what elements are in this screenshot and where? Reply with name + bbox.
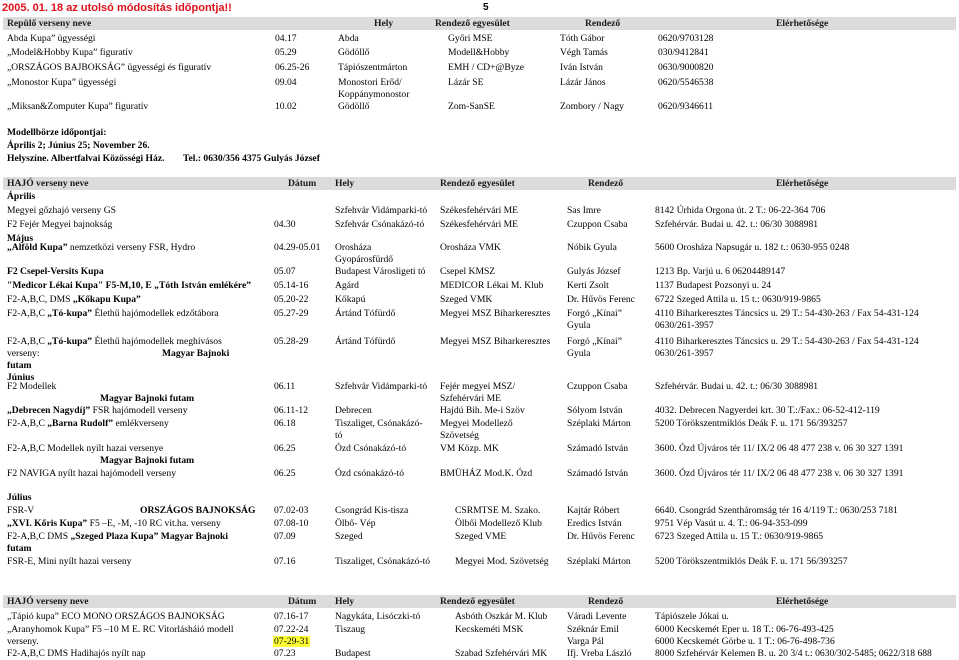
cell: F5 –E, -M, -10 RC vit.ha. verseny [87, 518, 221, 529]
cell: Forgó „Kínai” [567, 308, 622, 319]
highlighted-date: 07-29-31 [274, 636, 310, 647]
col-place: Hely [335, 178, 355, 189]
col-name: HAJÓ verseny neve [7, 178, 89, 189]
cell: Megyei Modellező [440, 418, 513, 429]
cell: nemzetközi verseny FSR, Hydro [67, 242, 196, 253]
cell: Budapest Városligeti tó [335, 266, 426, 277]
cell: Forgó „Kínai” [567, 336, 622, 347]
cell: „Monostor Kupa” ügyességi [7, 77, 117, 88]
cell: Tiszaliget, Csónakázó- [335, 418, 423, 429]
cell: Szfehérvár. Budai u. 42. t.: 06/30 3088981 [655, 381, 819, 392]
cell: „Debrecen Nagydíj” [7, 405, 91, 416]
cell: Széknár Emil [567, 624, 619, 635]
cell: Szeged [335, 531, 363, 542]
cell: Ózd csónakázó-tó [335, 468, 404, 479]
table-row [0, 418, 959, 442]
cell: 07.02-03 [274, 505, 309, 516]
cell: „Szeged Plaza Kupa” Magyar Bajnoki [70, 531, 229, 542]
cell: 07.23 [274, 648, 296, 659]
cell: CSRMTSE M. Szako. [455, 505, 541, 516]
cell: „Alföld Kupa” [7, 242, 68, 253]
cell: 05.28-29 [274, 336, 309, 347]
cell: Kerti Zsolt [567, 280, 609, 291]
cell: Abda [338, 33, 359, 44]
table-row [0, 242, 959, 266]
cell: 3600. Ózd Újváros tér 11/ IX/2 06 48 477 238 v. 06 30 327 1391 [655, 468, 904, 479]
cell: „Barna Rudolf” [47, 418, 114, 429]
cell: 6000 Kecskemét Görbe u. 1 T.: 06-76-498-736 [655, 636, 835, 647]
cell: F2-A,B,C DMS Hadihajós nyílt nap [7, 648, 146, 659]
cell: Végh Tamás [560, 47, 608, 58]
cell: Gyopárosfürdő [335, 254, 394, 265]
cell: F2-A,B,C, DMS [7, 294, 73, 305]
cell: 05.14-16 [274, 280, 309, 291]
cell: Szfehvár Vidámparki-tó [335, 381, 428, 392]
cell: Megyei MSZ Biharkeresztes [440, 308, 551, 319]
cell: 06.25-26 [275, 62, 310, 73]
cell: „Tápió kupa” ECO MONO ORSZÁGOS BAJNOKSÁG [7, 611, 225, 622]
cell: verseny. [7, 636, 39, 647]
cell: Monostori Erőd/ [338, 77, 402, 88]
col-organizer: Rendező [585, 18, 621, 29]
cell: Zombory / Nagy [560, 101, 624, 112]
col-date: Dátum [288, 178, 317, 189]
cell: Dr. Hűvös Ferenc [567, 531, 635, 542]
cell: 0620/9703128 [658, 33, 714, 44]
cell: Számadó István [567, 443, 629, 454]
cell: 06.11-12 [274, 405, 309, 416]
cell: Zom-SanSE [448, 101, 495, 112]
cell: F2 Csepel-Versits Kupa [7, 266, 104, 277]
cell: Fejér megyei MSZ/ [440, 381, 516, 392]
table-row [0, 336, 959, 372]
cell: Czuppon Csaba [567, 219, 628, 230]
cell: 10.02 [275, 101, 297, 112]
cell: 06.25 [274, 468, 296, 479]
cell: „ORSZÁGOS BAJBOKSÁG” ügyességi és figuratív [7, 62, 212, 73]
cell: verseny: [7, 348, 40, 359]
col-club: Rendező egyesület [440, 178, 515, 189]
cell: Gödöllő [338, 47, 370, 58]
cell: Budapest [335, 648, 371, 659]
cell: 6722 Szeged Attila u. 15 t.: 0630/919-9865 [655, 294, 821, 305]
fair-title: Modellbörze időpontjai: [7, 127, 107, 138]
cell: 1213 Bp. Varjú u. 6 06204489147 [655, 266, 786, 277]
cell: Szfehvár Vidámparki-tó [335, 205, 428, 216]
cell: Magyar Bajnoki [162, 348, 230, 359]
cell: 5600 Orosháza Napsugár u. 182 t.: 0630-955 0248 [655, 242, 850, 253]
page-number: 5 [483, 2, 489, 13]
cell: „Model&Hobby Kupa” figuratív [7, 47, 133, 58]
cell: 8142 Úrhida Orgona út. 2 T.: 06-22-364 706 [655, 205, 826, 216]
col-name: HAJÓ verseny neve [7, 596, 89, 607]
cell: emlékverseny [113, 418, 169, 429]
cell: Magyar Bajnoki futam [100, 455, 195, 466]
fair-dates-text: Április 2; Június 25; November 26. [7, 140, 150, 151]
cell: „Tó-kupa” [47, 308, 93, 319]
cell: 05.20-22 [274, 294, 309, 305]
fair-venue-text: Helyszíne. Albertfalvai Közösségi Ház. [7, 153, 165, 164]
cell: Dr. Hűvös Ferenc [567, 294, 635, 305]
cell: Czuppon Csaba [567, 381, 628, 392]
col-date: Dátum [288, 596, 317, 607]
cell: 05.27-29 [274, 308, 309, 319]
cell: Váradi Levente [567, 611, 627, 622]
cell: Kőkapú [335, 294, 366, 305]
cell: Kecskeméti MSK [455, 624, 524, 635]
col-name: Repülő verseny neve [7, 18, 92, 29]
cell: Ózd Csónakázó-tó [335, 443, 407, 454]
cell: Megyei MSZ Biharkeresztes [440, 336, 551, 347]
cell: Tiszaliget, Csónakázó-tó [335, 556, 431, 567]
cell: Ártánd Tófürdő [335, 336, 396, 347]
month-july: Július [7, 492, 32, 503]
cell: BMÜHÁZ Mod.K. Ózd [440, 468, 533, 479]
cell: 07.16-17 [274, 611, 309, 622]
cell: Széplaki Márton [567, 556, 631, 567]
cell: 4032. Debrecen Nagyerdei krt. 30 T.:/Fax.: 06-52-412-119 [655, 405, 880, 416]
cell: 07.22-24 [274, 624, 309, 635]
table-row [0, 443, 959, 467]
cell: Varga Pál [567, 636, 604, 647]
cell: Szfehvár Csónakázó-tó [335, 219, 425, 230]
col-place: Hely [374, 18, 394, 29]
cell: Orosháza VMK [440, 242, 501, 253]
cell: F2-A,B,C [7, 418, 48, 429]
cell: Debrecen [335, 405, 372, 416]
cell: 0620/9346611 [658, 101, 714, 112]
cell: F2 Modellek [7, 381, 57, 392]
month-june: Június [7, 372, 35, 383]
cell: 6723 Szeged Attila u. 15 T.: 0630/919-9865 [655, 531, 824, 542]
cell: futam [7, 543, 32, 554]
table-row [0, 308, 959, 332]
cell: ORSZÁGOS BAJNOKSÁG [140, 505, 256, 516]
table-row [0, 77, 959, 101]
cell: 06.25 [274, 443, 296, 454]
cell: Lázár SE [448, 77, 484, 88]
cell: Abda Kupa” ügyességi [7, 33, 96, 44]
cell: Kajtár Róbert [567, 505, 620, 516]
cell: Megyei gőzhajó verseny GS [7, 205, 116, 216]
col-club: Rendező egyesület [440, 596, 515, 607]
cell: Nóbik Gyula [567, 242, 617, 253]
cell: Asbóth Oszkár M. Klub [455, 611, 548, 622]
cell: F2-A,B,C Modellek nyílt hazai versenye [7, 443, 164, 454]
col-contact: Elérhetősége [776, 178, 829, 189]
cell: 6000 Kecskemét Eper u. 18 T.: 06-76-493-425 [655, 624, 834, 635]
cell: Székesfehérvári ME [440, 219, 519, 230]
cell: Győri MSE [448, 33, 493, 44]
cell: F2-A,B,C [7, 336, 48, 347]
cell: Megyei Mod. Szövetség [455, 556, 549, 567]
cell: 06.11 [274, 381, 296, 392]
cell: „Tó-kupa” [47, 336, 93, 347]
cell: Agárd [335, 280, 359, 291]
cell: 4110 Biharkeresztes Táncsics u. 29 T.: 54-430-263 / Fax 54-431-124 [655, 308, 919, 319]
fair-contact: Tel.: 0630/356 4375 Gulyás József [183, 153, 320, 164]
cell: 6640. Csongrád Szentháromság tér 16 4/119 T.: 0630/253 7181 [655, 505, 898, 516]
cell: „Aranyhomok Kupa” F5 –10 M E. RC Vitorlásháió modell [7, 624, 234, 635]
cell: F2-A,B,C DMS [7, 531, 71, 542]
cell: EMH / CD+@Byze [448, 62, 525, 73]
cell: 9751 Vép Vasút u. 4. T.: 06-94-353-099 [655, 518, 808, 529]
cell: FSR-E, Mini nyílt hazai verseny [7, 556, 132, 567]
col-contact: Elérhetősége [776, 596, 829, 607]
cell: VM Közp. MK [440, 443, 499, 454]
cell: FSR-V [7, 505, 35, 516]
revision-note: 2005. 01. 18 az utolsó módosítás időpontja!! [2, 2, 232, 14]
cell: Tápiószentmárton [338, 62, 408, 73]
cell: Szeged VME [455, 531, 507, 542]
cell: Székesfehérvári ME [440, 205, 519, 216]
cell: Szeged VMK [440, 294, 493, 305]
cell: 06.18 [274, 418, 296, 429]
cell: 0630/261-3957 [655, 320, 714, 331]
cell: Nagykáta, Lisóczki-tó [335, 611, 421, 622]
cell: Iván István [560, 62, 603, 73]
cell: F2-A,B,C [7, 308, 48, 319]
cell: F2 NAVIGA nyílt hazai hajómodell verseny [7, 468, 177, 479]
top-bar [0, 2, 959, 14]
col-organizer: Rendező [588, 178, 624, 189]
cell: 07.16 [274, 556, 296, 567]
cell: Lázár János [560, 77, 606, 88]
cell: 0630/9000820 [658, 62, 714, 73]
cell: 0630/261-3957 [655, 348, 714, 359]
cell: Szövetség [440, 430, 479, 441]
cell: „Kőkapu Kupa” [72, 294, 141, 305]
month-may: Május [7, 233, 34, 244]
cell: Számadó István [567, 468, 629, 479]
cell: Szabad Szfehérvári MK [455, 648, 548, 659]
cell: Gulyás József [567, 266, 621, 277]
cell: Csongrád Kis-tisza [335, 505, 409, 516]
cell: 07.08-10 [274, 518, 309, 529]
cell: tó [335, 430, 343, 441]
cell: FSR hajómodell verseny [90, 405, 188, 416]
cell: 04.29-05.01 [274, 242, 321, 253]
col-club: Rendező egyesület [435, 18, 510, 29]
cell: Orosháza [335, 242, 372, 253]
col-place: Hely [335, 596, 355, 607]
table-row [0, 624, 959, 648]
cell: Sólyom István [567, 405, 623, 416]
cell: Élethű hajómodellek edzőtábora [92, 308, 219, 319]
cell: "Medicor Lékai Kupa" F5-M,10, E „Tóth István emlékére” [7, 280, 251, 291]
cell: 05.29 [275, 47, 297, 58]
cell: Sas Imre [567, 205, 601, 216]
cell: 8000 Szfehérvár Kelemen B. u. 20 3/4 t.: 0630/302-5485; 0622/318 688 [655, 648, 932, 659]
table-row [0, 381, 959, 405]
cell: Ölbői Modellező Klub [455, 518, 542, 529]
cell: Szfehérvár. Budai u. 42. t.: 06/30 3088981 [655, 219, 819, 230]
cell: 3600. Ózd Újváros tér 11/ IX/2 06 48 477 238 v. 06 30 327 1391 [655, 443, 904, 454]
cell: Koppánymonostor [338, 89, 410, 100]
cell: Ártánd Tófürdő [335, 308, 396, 319]
cell: Csepel KMSZ [440, 266, 496, 277]
col-organizer: Rendező [588, 596, 624, 607]
cell: 0620/5546538 [658, 77, 714, 88]
cell: Gödöllő [338, 101, 370, 112]
cell: 05.07 [274, 266, 296, 277]
cell: Modell&Hobby [448, 47, 510, 58]
cell: Gyula [567, 348, 591, 359]
cell: Tápiószele Jókai u. [655, 611, 729, 622]
cell: 5200 Törökszentmiklós Deák F. u. 171 56/393257 [655, 556, 848, 567]
cell: Gyula [567, 320, 591, 331]
cell: Széplaki Márton [567, 418, 631, 429]
cell: „Miksan&Zomputer Kupa” figuratív [7, 101, 149, 112]
col-contact: Elérhetősége [776, 18, 829, 29]
cell: 5200 Törökszentmiklós Deák F. u. 171 56/393257 [655, 418, 848, 429]
month-april: Április [7, 191, 36, 202]
cell: Hajdú Bih. Me-i Szöv [440, 405, 525, 416]
cell: 09.04 [275, 77, 297, 88]
cell: Eredics István [567, 518, 622, 529]
cell: 4110 Biharkeresztes Táncsics u. 29 T.: 54-430-263 / Fax 54-431-124 [655, 336, 919, 347]
cell: Tiszaug [335, 624, 366, 635]
cell: Élethű hajómodellek meghívásos [92, 336, 222, 347]
cell: MEDICOR Lékai M. Klub [440, 280, 544, 291]
cell: 1137 Budapest Pozsonyi u. 24 [655, 280, 772, 291]
table-row [0, 531, 959, 555]
cell: Tóth Gábor [560, 33, 605, 44]
cell: Szfehérvári ME [440, 393, 502, 404]
cell: 07.09 [274, 531, 296, 542]
cell: F2 Fejér Megyei bajnokság [7, 219, 113, 230]
cell: Ölbő- Vép [335, 518, 376, 529]
cell: 04.17 [275, 33, 297, 44]
cell: Ifj. Vreba László [567, 648, 632, 659]
cell: Magyar Bajnoki futam [100, 393, 195, 404]
cell: 04.30 [274, 219, 296, 230]
cell: „XVI. Kőris Kupa” [7, 518, 88, 529]
cell: 030/9412841 [658, 47, 709, 58]
cell: futam [7, 360, 32, 371]
